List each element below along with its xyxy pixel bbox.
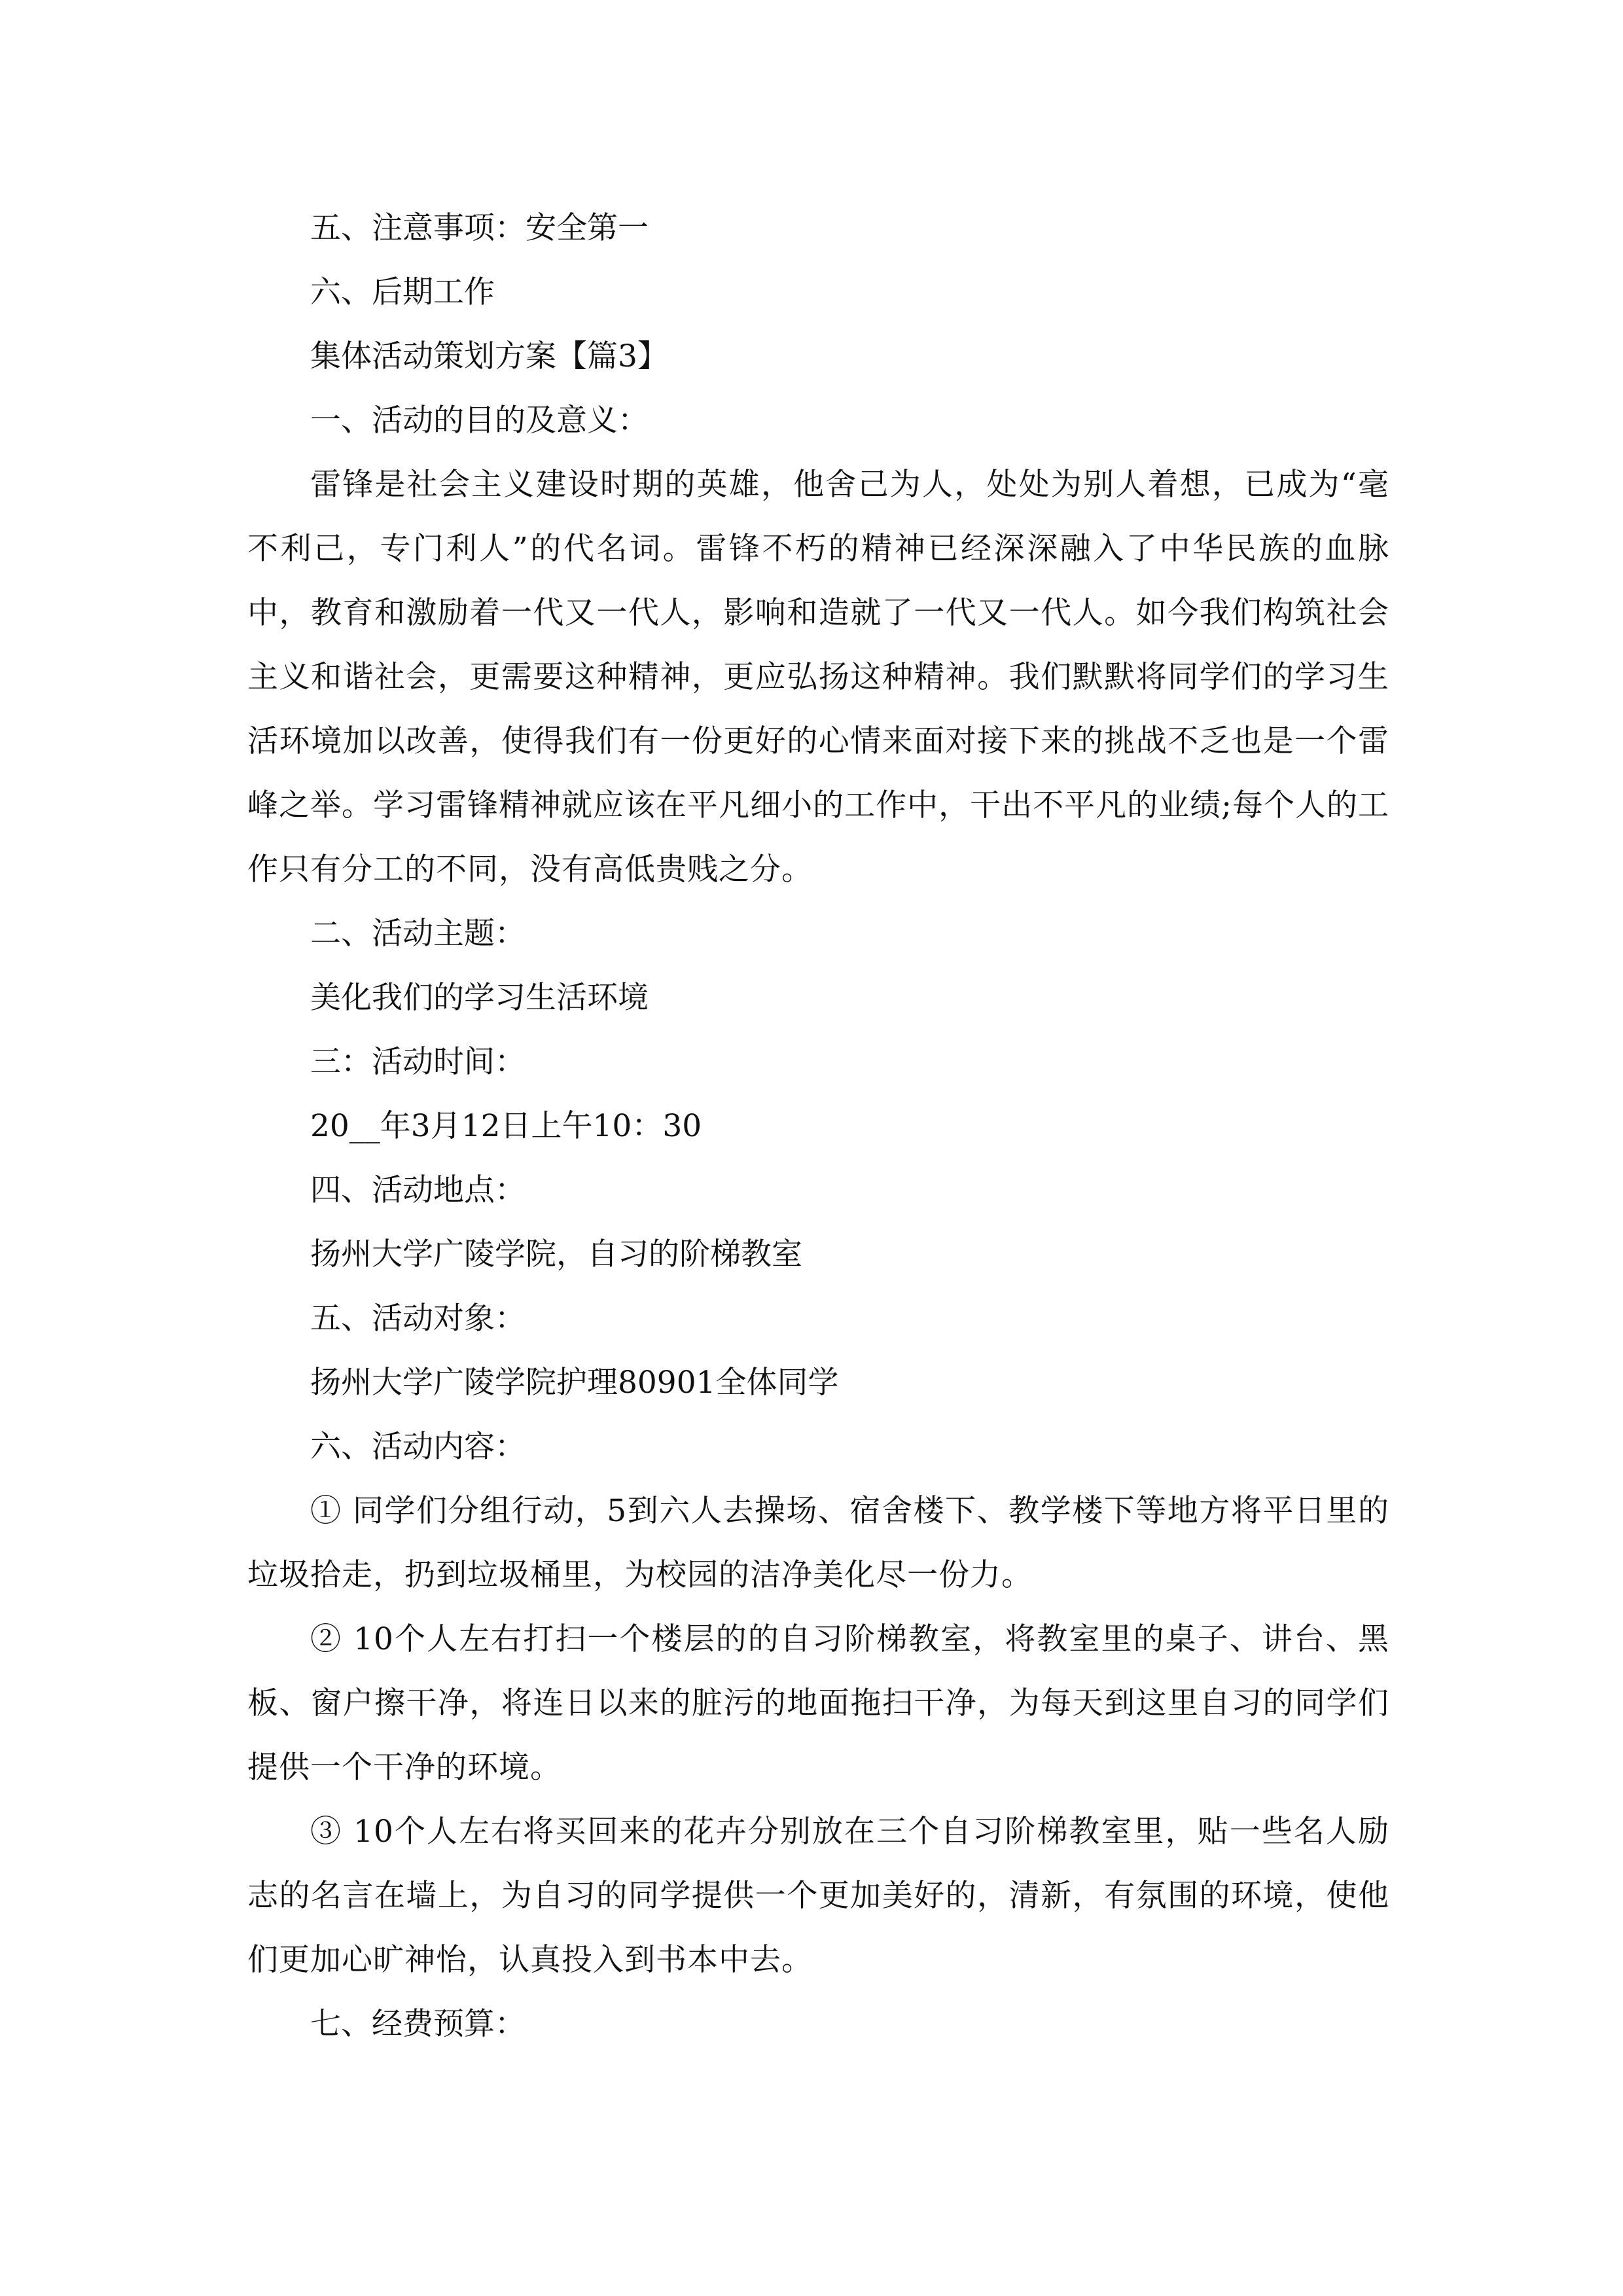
theme-heading: 二、活动主题：: [310, 916, 526, 952]
location-heading: 四、活动地点：: [310, 1172, 526, 1208]
time-heading: 三：活动时间：: [310, 1044, 526, 1080]
content-item-1: ① 同学们分组行动，5到六人去操场、宿舍楼下、教学楼下等地方将平日里的垃圾拾走，扔到垃圾桶里，为校园的洁净美化尽一份力。: [247, 1493, 1389, 1593]
document-body: [247, 196, 1389, 2056]
content-heading: 六、活动内容：: [310, 1429, 526, 1465]
purpose-paragraph: 雷锋是社会主义建设时期的英雄，他舍己为人，处处为别人着想，已成为“毫不利己，专门利人”的代名词。雷锋不朽的精神已经深深融入了中华民族的血脉中，教育和激励着一代又一代人，影响和造就了一代又一代人。如今我们构筑社会主义和谐社会，更需要这种精神，更应弘扬这种精神。我们默默将同学们的学习生活环境加以改善，使得我们有一份更好的心情来面对接下来的挑战不乏也是一个雷峰之举。学习雷锋精神就应该在平凡细小的工作中，干出不平凡的业绩;每个人的工作只有分工的不同，没有高低贵贱之分。: [247, 467, 1389, 888]
time-value: 20__年3月12日上午10：30: [310, 1108, 702, 1144]
precautions-heading: 五、注意事项：安全第一: [310, 210, 649, 246]
theme-value: 美化我们的学习生活环境: [310, 980, 649, 1016]
audience-heading: 五、活动对象：: [310, 1300, 526, 1336]
followup-heading: 六、后期工作: [310, 274, 495, 310]
purpose-heading: 一、活动的目的及意义：: [310, 403, 649, 439]
plan-title: 集体活动策划方案【篇3】: [310, 338, 668, 374]
budget-heading: 七、经费预算：: [310, 2006, 526, 2042]
location-value: 扬州大学广陵学院，自习的阶梯教室: [310, 1236, 802, 1272]
content-item-3: ③ 10个人左右将买回来的花卉分别放在三个自习阶梯教室里，贴一些名人励志的名言在墙上，为自习的同学提供一个更加美好的，清新，有氛围的环境，使他们更加心旷神怡，认真投入到书本中去。: [247, 1814, 1389, 1978]
content-item-2: ② 10个人左右打扫一个楼层的的自习阶梯教室，将教室里的桌子、讲台、黑板、窗户擦干净，将连日以来的脏污的地面拖扫干净，为每天到这里自习的同学们提供一个干净的环境。: [247, 1621, 1389, 1785]
audience-value: 扬州大学广陵学院护理80901全体同学: [310, 1365, 839, 1401]
